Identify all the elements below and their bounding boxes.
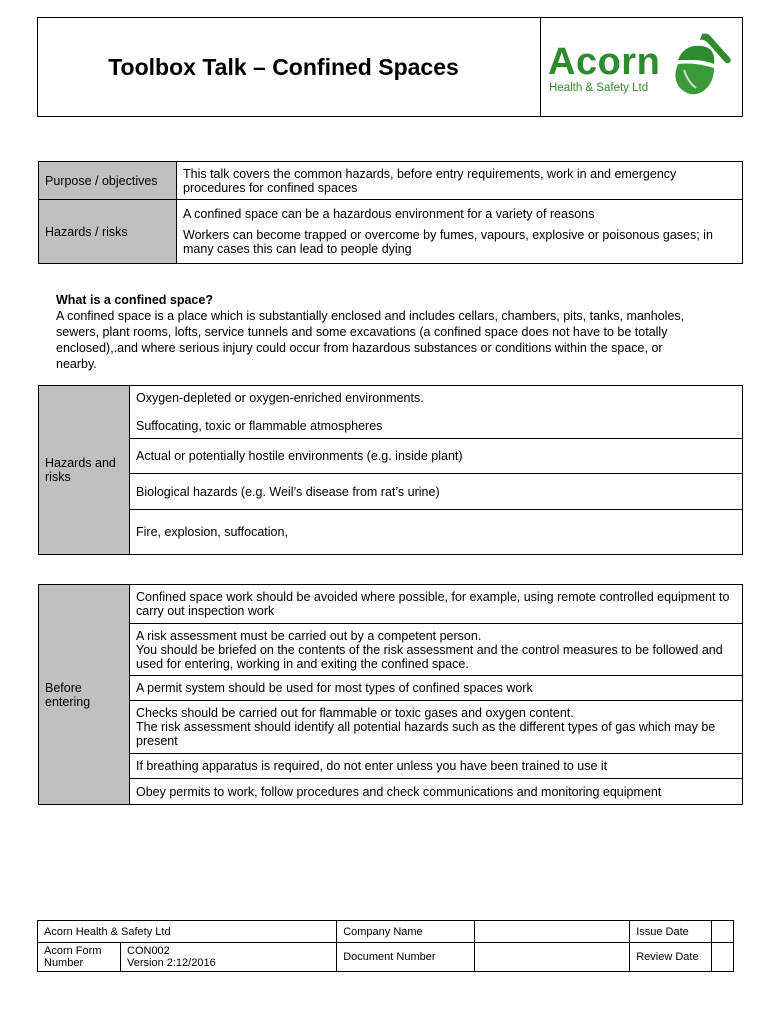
table-row (39, 779, 743, 805)
confined-space-section (56, 292, 696, 372)
table-row (39, 474, 743, 510)
before-text-5: If breathing apparatus is required, do not enter unless you have been trained to use it (130, 754, 743, 779)
hazards-cell (177, 200, 743, 264)
logo-subtitle: Health & Safety Ltd (549, 82, 649, 94)
hazards-row (39, 200, 743, 264)
hazard-text-1a: Oxygen-depleted or oxygen-enriched environments. (136, 391, 424, 405)
review-date-value (712, 943, 734, 972)
form-number-label: Acorn Form Number (38, 943, 121, 972)
issue-date-value (712, 921, 734, 943)
table-row (39, 701, 743, 754)
before-text-6: Obey permits to work, follow procedures and check communications and monitoring equipment (130, 779, 743, 805)
footer-row-1 (38, 921, 734, 943)
purpose-text: This talk covers the common hazards, before entry requirements, work in and emergency procedures for confined spaces (177, 162, 743, 200)
footer-table (37, 920, 734, 972)
footer-company: Acorn Health & Safety Ltd (38, 921, 337, 943)
section-body: A confined space is a place which is substantially enclosed and includes cellars, chambers, pits, tanks, manholes, sewers, plant rooms, lofts, service tunnels and some excavations (a confined space does not have to be totally enclosed),.and where serious injury could occur from hazardous substances or conditions within the space, or nearby. (56, 309, 685, 371)
hazard-text-1b: Suffocating, toxic or flammable atmospheres (136, 419, 383, 433)
before-cell-4 (130, 701, 743, 754)
hazards-text-2: Workers can become trapped or overcome by fumes, vapours, explosive or poisonous gases; in many cases this can lead to people dying (183, 228, 713, 256)
header-divider (540, 17, 541, 117)
company-name-label: Company Name (337, 921, 475, 943)
before-cell-2 (130, 624, 743, 676)
hazard-text-2: Actual or potentially hostile environments (e.g. inside plant) (130, 439, 743, 474)
document-number-value (475, 943, 630, 972)
hazards-table (38, 385, 743, 555)
hazard-text-3: Biological hazards (e.g. Weil’s disease from rat’s urine) (130, 474, 743, 510)
table-row (39, 510, 743, 555)
company-name-value (475, 921, 630, 943)
purpose-row (39, 162, 743, 200)
hazard-cell-1 (130, 386, 743, 439)
form-code: CON002 (127, 945, 170, 957)
logo-wordmark: Acorn (548, 41, 661, 83)
table-row (39, 386, 743, 439)
hazards-label: Hazards / risks (39, 200, 177, 264)
form-version: Version 2:12/2016 (127, 957, 216, 969)
table-row (39, 585, 743, 624)
before-text-2a: A risk assessment must be carried out by a competent person. (136, 628, 482, 643)
document-number-label: Document Number (337, 943, 475, 972)
before-entering-table (38, 584, 743, 805)
hazards-and-risks-label: Hazards and risks (39, 386, 130, 555)
review-date-label: Review Date (630, 943, 712, 972)
before-entering-label: Before entering (39, 585, 130, 805)
table-row (39, 676, 743, 701)
intro-table (38, 161, 743, 264)
before-text-4a: Checks should be carried out for flammable or toxic gases and oxygen content. (136, 706, 574, 720)
page-title: Toolbox Talk – Confined Spaces (108, 53, 459, 80)
form-code-cell (121, 943, 337, 972)
before-text-3: A permit system should be used for most types of confined spaces work (130, 676, 743, 701)
table-row (39, 624, 743, 676)
before-text-2b: You should be briefed on the contents of the risk assessment and the control measures to be followed and used for entering, working in and exiting the confined space. (136, 642, 723, 671)
footer-row-2 (38, 943, 734, 972)
hazard-text-4: Fire, explosion, suffocation, (130, 510, 743, 555)
before-text-1: Confined space work should be avoided where possible, for example, using remote controlled equipment to carry out inspection work (130, 585, 743, 624)
issue-date-label: Issue Date (630, 921, 712, 943)
acorn-logo-icon (664, 26, 734, 98)
hazards-text-1: A confined space can be a hazardous environment for a variety of reasons (183, 207, 595, 221)
section-heading: What is a confined space? (56, 293, 213, 307)
table-row (39, 439, 743, 474)
before-text-4b: The risk assessment should identify all potential hazards such as the different types of gas which may be present (136, 720, 716, 748)
purpose-label: Purpose / objectives (39, 162, 177, 200)
table-row (39, 754, 743, 779)
